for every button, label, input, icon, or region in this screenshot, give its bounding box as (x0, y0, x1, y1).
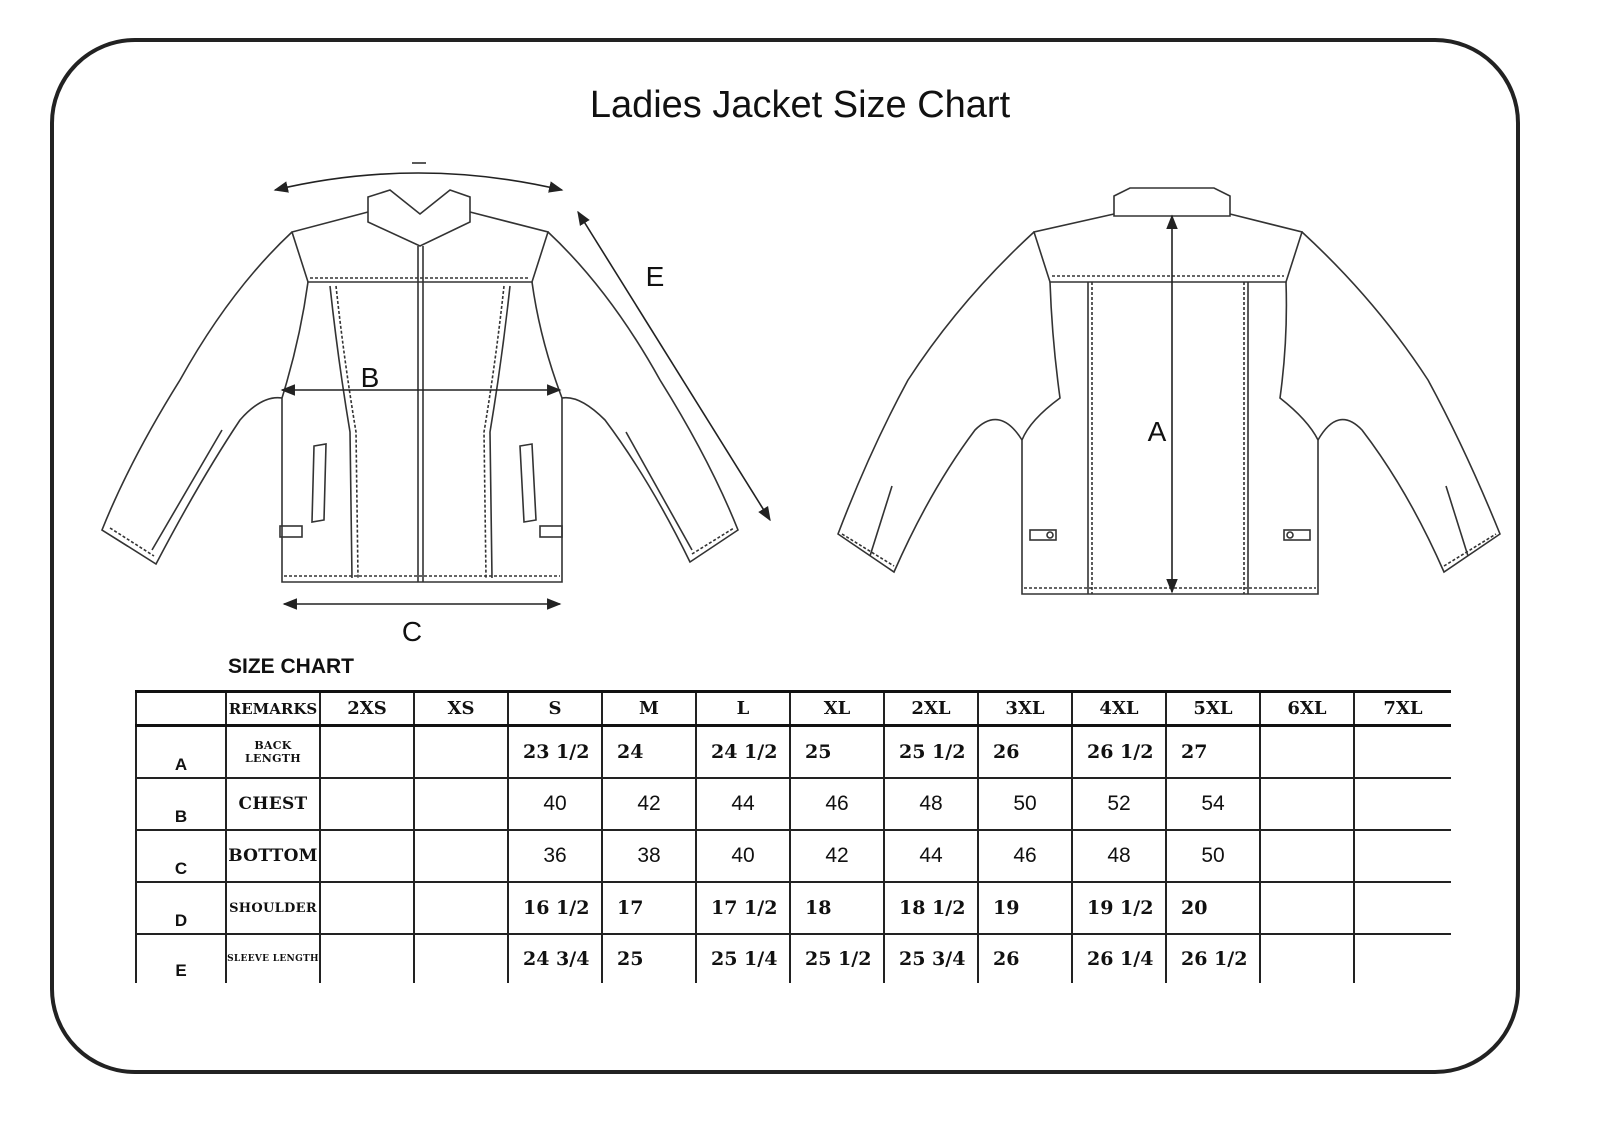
header-size: S (508, 692, 602, 726)
table-cell (320, 934, 414, 983)
table-cell: 19 1/2 (1072, 882, 1166, 934)
front-jacket-drawing (102, 190, 738, 582)
header-size: 5XL (1166, 692, 1260, 726)
table-cell: 25 1/4 (696, 934, 790, 983)
table-cell: 26 1/4 (1072, 934, 1166, 983)
row-remark: SLEEVE LENGTH (226, 934, 320, 983)
table-cell (1260, 882, 1354, 934)
row-remark: SHOULDER (226, 882, 320, 934)
table-cell: 17 1/2 (696, 882, 790, 934)
table-cell: 17 (602, 882, 696, 934)
size-chart-label: SIZE CHART (228, 655, 354, 678)
table-cell: 54 (1166, 778, 1260, 830)
label-c: C (401, 616, 423, 647)
table-cell (320, 778, 414, 830)
header-size: 7XL (1354, 692, 1451, 726)
table-cell (414, 934, 508, 983)
table-cell (1354, 830, 1451, 882)
table-row (136, 726, 1451, 779)
table-cell: 26 1/2 (1072, 726, 1166, 779)
table-cell (320, 726, 414, 779)
table-cell: 52 (1072, 778, 1166, 830)
table-cell: 19 (978, 882, 1072, 934)
header-size: 2XS (320, 692, 414, 726)
table-cell: 36 (508, 830, 602, 882)
table-cell: 16 1/2 (508, 882, 602, 934)
header-remarks: REMARKS (226, 692, 320, 726)
size-table (135, 690, 1451, 983)
header-blank (136, 692, 226, 726)
table-cell (1260, 830, 1354, 882)
table-cell: 40 (508, 778, 602, 830)
table-cell: 50 (978, 778, 1072, 830)
table-cell: 26 (978, 726, 1072, 779)
table-cell: 25 3/4 (884, 934, 978, 983)
row-letter: B (136, 778, 226, 830)
row-remark: CHEST (226, 778, 320, 830)
header-size: M (602, 692, 696, 726)
table-cell: 48 (1072, 830, 1166, 882)
table-cell: 44 (696, 778, 790, 830)
table-cell: 25 1/2 (790, 934, 884, 983)
table-cell: 18 (790, 882, 884, 934)
table-cell: 24 3/4 (508, 934, 602, 983)
table-cell (320, 830, 414, 882)
header-size: 3XL (978, 692, 1072, 726)
table-cell: 24 1/2 (696, 726, 790, 779)
page-title: Ladies Jacket Size Chart (589, 84, 1011, 126)
table-cell (414, 830, 508, 882)
table-cell (1260, 778, 1354, 830)
table-cell (1354, 778, 1451, 830)
table-cell: 25 1/2 (884, 726, 978, 779)
table-row (136, 830, 1451, 882)
row-letter: C (136, 830, 226, 882)
table-cell: 42 (602, 778, 696, 830)
table-cell: 50 (1166, 830, 1260, 882)
row-letter: E (136, 934, 226, 983)
label-e: E (645, 261, 665, 292)
row-remark: BOTTOM (226, 830, 320, 882)
header-size: 6XL (1260, 692, 1354, 726)
table-cell: 27 (1166, 726, 1260, 779)
row-letter: A (136, 726, 226, 779)
table-cell (1354, 882, 1451, 934)
table-cell (320, 882, 414, 934)
label-a: A (1147, 416, 1167, 447)
table-row (136, 778, 1451, 830)
header-size: XS (414, 692, 508, 726)
table-cell: 44 (884, 830, 978, 882)
header-size: 2XL (884, 692, 978, 726)
table-cell (414, 726, 508, 779)
table-cell: 46 (790, 778, 884, 830)
table-cell (1354, 726, 1451, 779)
table-cell: 42 (790, 830, 884, 882)
row-remark: BACK LENGTH (226, 726, 320, 779)
table-cell: 24 (602, 726, 696, 779)
header-size: L (696, 692, 790, 726)
table-header-row (136, 692, 1451, 726)
table-cell: 23 1/2 (508, 726, 602, 779)
header-size: 4XL (1072, 692, 1166, 726)
header-size: XL (790, 692, 884, 726)
table-cell: 18 1/2 (884, 882, 978, 934)
label-b: B (360, 362, 380, 393)
table-cell: 46 (978, 830, 1072, 882)
table-cell: 40 (696, 830, 790, 882)
table-cell (1260, 934, 1354, 983)
back-jacket-drawing (838, 188, 1500, 594)
table-cell: 20 (1166, 882, 1260, 934)
table-cell: 25 (790, 726, 884, 779)
table-cell (414, 882, 508, 934)
table-cell: 48 (884, 778, 978, 830)
table-cell (1354, 934, 1451, 983)
table-cell: 26 1/2 (1166, 934, 1260, 983)
table-cell: 26 (978, 934, 1072, 983)
table-row (136, 934, 1451, 983)
table-cell: 25 (602, 934, 696, 983)
table-cell (414, 778, 508, 830)
row-letter: D (136, 882, 226, 934)
table-cell (1260, 726, 1354, 779)
table-cell: 38 (602, 830, 696, 882)
table-row (136, 882, 1451, 934)
